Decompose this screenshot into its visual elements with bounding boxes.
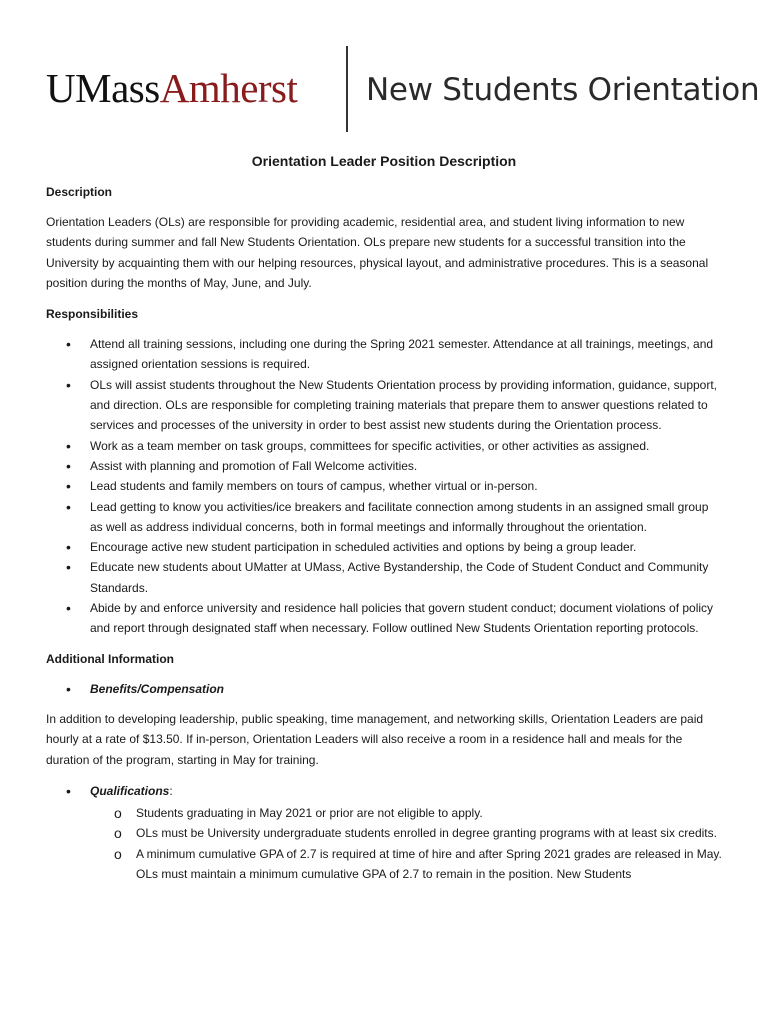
- list-item: • OLs will assist students throughout the New Students Orientation process by providing information, guidance, support, and direction. OLs are responsible for completing training materials that prepare them to answer questions related to services and processes of the university in order to best assist new students during the Orientation process.: [46, 375, 722, 436]
- document-body: [46, 148, 722, 894]
- benefits-label: Benefits/Compensation: [90, 681, 225, 696]
- umass-amherst-logo: [46, 64, 297, 112]
- benefits-text: In addition to developing leadership, public speaking, time management, and networking skills, Orientation Leaders are paid hourly at a rate of $13.50. If in-person, Orientation Leaders will also receive a room in a residence hall and meals for the duration of the program, starting in May for training.: [46, 711, 704, 767]
- qualifications-colon: :: [169, 783, 173, 798]
- qualifications-item: [46, 781, 722, 884]
- responsibilities-heading: Responsibilities: [46, 307, 139, 322]
- list-item: • Attend all training sessions, including one during the Spring 2021 semester. Attendance at all trainings, meetings, and assigned orientation sessions is required.: [46, 334, 722, 375]
- logo-amherst-text: Amherst: [159, 65, 298, 111]
- list-item: • Assist with planning and promotion of Fall Welcome activities.: [46, 456, 722, 476]
- qualifications-sublist: [90, 803, 722, 884]
- list-item: • Educate new students about UMatter at UMass, Active Bystandership, the Code of Student Conduct and Community Standards.: [46, 557, 722, 598]
- list-item: • Abide by and enforce university and residence hall policies that govern student conduct; document violations of policy and report through designated staff when necessary. Follow outlined New Students Orientation reporting protocols.: [46, 598, 722, 639]
- qualifications-label: Qualifications: [90, 783, 170, 798]
- benefits-list: [46, 679, 722, 699]
- department-title: New Students Orientation: [366, 72, 760, 108]
- letterhead: [46, 46, 760, 134]
- header-divider: [346, 46, 348, 132]
- description-heading: Description: [46, 185, 113, 199]
- list-item: • Work as a team member on task groups, committees for specific activities, or other activities as assigned.: [46, 436, 722, 456]
- list-item: • Encourage active new student participation in scheduled activities and options by being a group leader.: [46, 537, 722, 557]
- additional-information-heading: Additional Information: [46, 651, 174, 666]
- logo-umass-text: UMass: [46, 65, 160, 111]
- document-title: Orientation Leader Position Description: [251, 153, 517, 169]
- list-item: o A minimum cumulative GPA of 2.7 is required at time of hire and after Spring 2021 grades are released in May. OLs must maintain a minimum cumulative GPA of 2.7 to remain in the position. New Students: [90, 844, 722, 885]
- responsibilities-list: [46, 334, 722, 638]
- list-item: o OLs must be University undergraduate students enrolled in degree granting programs with at least six credits.: [90, 823, 722, 843]
- list-item: • Lead getting to know you activities/ice breakers and facilitate connection among students in an assigned small group as well as address individual concerns, both in formal meetings and informally throughout the orientation.: [46, 497, 722, 538]
- list-item: o Students graduating in May 2021 or prior are not eligible to apply.: [90, 803, 722, 823]
- benefits-item: [46, 679, 722, 699]
- qualifications-list: [46, 781, 722, 884]
- description-text: Orientation Leaders (OLs) are responsible for providing academic, residential area, and student living information to new students during summer and fall New Students Orientation. OLs prepare new students for a successful transition into the University by acquainting them with our helping resources, physical layout, and administrative procedures. This is a seasonal position during the months of May, June, and July.: [46, 215, 709, 290]
- list-item: • Lead students and family members on tours of campus, whether virtual or in-person.: [46, 476, 722, 496]
